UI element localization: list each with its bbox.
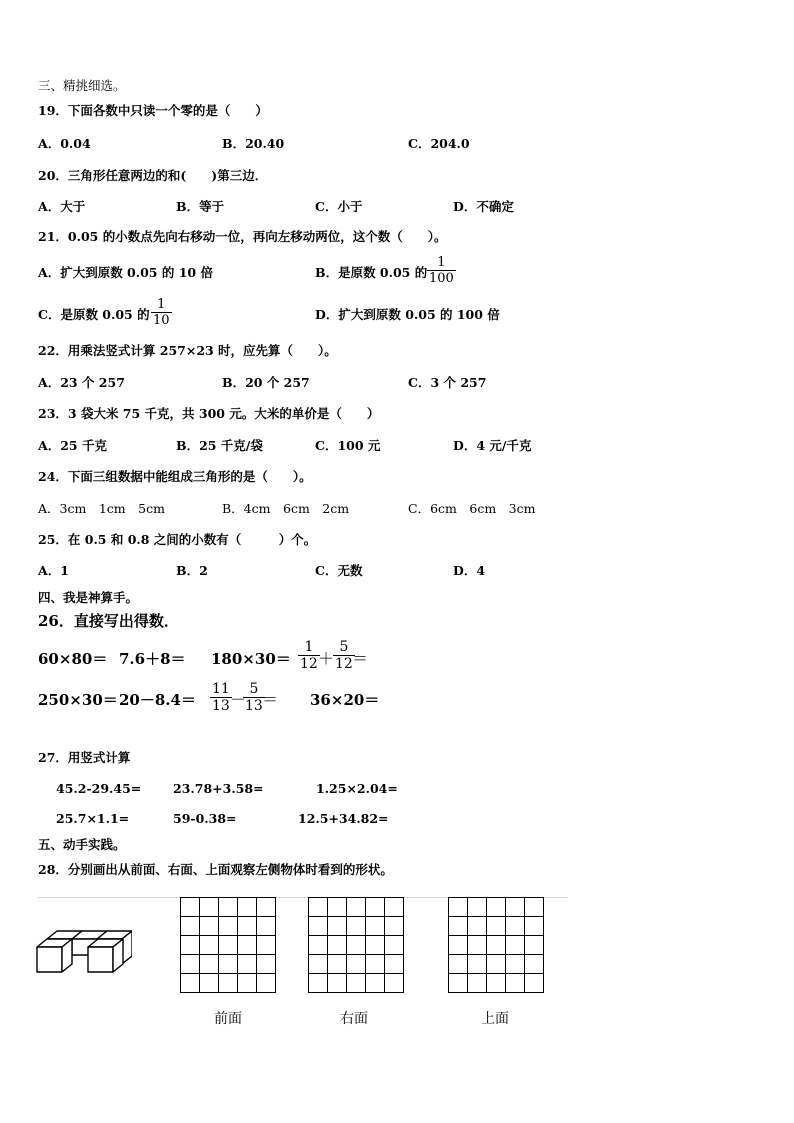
grid-cell[interactable] [257, 974, 276, 993]
grid-cell[interactable] [487, 917, 506, 936]
grid-cell[interactable] [468, 917, 487, 936]
grid-cell[interactable] [525, 974, 544, 993]
q22-option-c: C．3 个 257 [408, 375, 487, 390]
q21-option-b-fraction [427, 256, 456, 285]
q25-option-c: C．无数 [315, 563, 363, 578]
grid-cell[interactable] [347, 974, 366, 993]
grid-cell[interactable] [366, 898, 385, 917]
grid-cell[interactable] [181, 974, 200, 993]
grid-cell[interactable] [219, 917, 238, 936]
q20-option-a: A．大于 [38, 199, 86, 214]
q26-expr-7-equals: ＝ [262, 690, 279, 709]
grid-cell[interactable] [347, 955, 366, 974]
grid-cell[interactable] [385, 917, 404, 936]
grid-cell[interactable] [328, 936, 347, 955]
q21-option-c-fraction [151, 298, 172, 327]
grid-cell[interactable] [200, 917, 219, 936]
q23-option-b: B．25 千克/袋 [176, 438, 263, 453]
q26-expr-4-fraction-1 [298, 640, 320, 671]
grid-cell[interactable] [257, 955, 276, 974]
q26-expr-3: 180×30＝ [211, 650, 291, 668]
q23-stem: 23．3 袋大米 75 千克，共 300 元。大米的单价是（ ） [38, 406, 380, 421]
grid-cell[interactable] [328, 974, 347, 993]
q27-stem: 27．用竖式计算 [38, 750, 131, 765]
q27-expr-3: 1.25×2.04= [316, 781, 398, 796]
grid-cell[interactable] [309, 974, 328, 993]
q20-option-c: C．小于 [315, 199, 363, 214]
section-3-title: 三、精挑细选。 [38, 78, 126, 93]
q26-expr-7-operator: － [230, 690, 247, 709]
grid-cell[interactable] [181, 955, 200, 974]
grid-cell[interactable] [449, 974, 468, 993]
label-front: 前面 [214, 1011, 242, 1027]
cube-solid-figure [36, 930, 132, 982]
q25-option-a: A．1 [38, 563, 69, 578]
grid-top-view[interactable] [448, 897, 544, 993]
grid-cell[interactable] [468, 936, 487, 955]
q21-option-d: D．扩大到原数 0.05 的 100 倍 [315, 307, 500, 322]
grid-cell[interactable] [257, 898, 276, 917]
grid-cell[interactable] [385, 974, 404, 993]
grid-cell[interactable] [385, 898, 404, 917]
q27-expr-2: 23.78+3.58= [173, 781, 264, 796]
q27-expr-1: 45.2-29.45= [56, 781, 142, 796]
q22-stem: 22．用乘法竖式计算 257×23 时，应先算（ ）。 [38, 343, 337, 358]
grid-cell[interactable] [309, 936, 328, 955]
q26-e7-num2: 5 [249, 681, 259, 697]
q19-option-a: A．0.04 [38, 136, 91, 151]
q21-c-numerator: 1 [157, 297, 166, 312]
grid-cell[interactable] [347, 917, 366, 936]
q20-stem: 20．三角形任意两边的和( )第三边． [38, 168, 268, 183]
q26-expr-1: 60×80＝ [38, 650, 108, 668]
grid-cell[interactable] [347, 898, 366, 917]
grid-cell[interactable] [219, 898, 238, 917]
grid-cell[interactable] [238, 955, 257, 974]
grid-cell[interactable] [385, 936, 404, 955]
grid-cell[interactable] [506, 974, 525, 993]
q21-b-denominator: 100 [429, 271, 454, 286]
q27-expr-5: 59-0.38= [173, 811, 237, 826]
q27-expr-4: 25.7×1.1= [56, 811, 130, 826]
q25-option-d: D．4 [453, 563, 486, 578]
grid-cell[interactable] [525, 955, 544, 974]
q26-expr-7-fraction-1 [210, 682, 232, 713]
grid-cell[interactable] [257, 917, 276, 936]
q21-stem: 21．0.05 的小数点先向右移动一位，再向左移动两位，这个数（ ）。 [38, 229, 447, 244]
q19-option-c: C．204.0 [408, 136, 470, 151]
grid-front-view[interactable] [180, 897, 276, 993]
grid-cell[interactable] [219, 974, 238, 993]
grid-cell[interactable] [366, 917, 385, 936]
grid-cell[interactable] [309, 898, 328, 917]
grid-cell[interactable] [525, 917, 544, 936]
grid-cell[interactable] [328, 898, 347, 917]
q26-e7-num1: 11 [212, 681, 230, 697]
q21-option-b: B．是原数 0.05 的 [315, 265, 428, 280]
q26-e4-num2: 5 [339, 639, 349, 655]
q26-expr-8: 36×20＝ [310, 691, 380, 709]
q20-option-b: B．等于 [176, 199, 225, 214]
q28-stem: 28．分别画出从前面、右面、上面观察左侧物体时看到的形状。 [38, 862, 393, 877]
grid-cell[interactable] [200, 898, 219, 917]
grid-cell[interactable] [366, 955, 385, 974]
q20-option-d: D．不确定 [453, 199, 514, 214]
q22-option-a: A．23 个 257 [38, 375, 125, 390]
q24-stem: 24．下面三组数据中能组成三角形的是（ ）。 [38, 469, 312, 484]
q26-expr-6: 20－8.4＝ [119, 691, 196, 709]
q19-stem: 19．下面各数中只读一个零的是（ ） [38, 103, 268, 118]
label-top: 上面 [481, 1011, 509, 1027]
q26-e7-den2: 13 [245, 698, 263, 714]
grid-cell[interactable] [525, 898, 544, 917]
q27-expr-6: 12.5+34.82= [298, 811, 389, 826]
grid-cell[interactable] [238, 936, 257, 955]
grid-cell[interactable] [449, 955, 468, 974]
grid-cell[interactable] [449, 917, 468, 936]
grid-cell[interactable] [181, 898, 200, 917]
grid-cell[interactable] [347, 936, 366, 955]
section-5-title: 五、动手实践。 [38, 837, 126, 852]
grid-cell[interactable] [506, 898, 525, 917]
grid-cell[interactable] [200, 936, 219, 955]
q21-option-a: A．扩大到原数 0.05 的 10 倍 [38, 265, 213, 280]
grid-cell[interactable] [487, 955, 506, 974]
q26-e4-den1: 12 [300, 656, 318, 672]
q23-option-c: C．100 元 [315, 438, 381, 453]
q26-expr-4-operator: ＋ [318, 649, 335, 668]
grid-cell[interactable] [506, 955, 525, 974]
grid-cell[interactable] [219, 936, 238, 955]
grid-right-view[interactable] [308, 897, 404, 993]
q19-option-b: B．20.40 [222, 136, 285, 151]
grid-cell[interactable] [506, 917, 525, 936]
grid-cell[interactable] [487, 936, 506, 955]
q24-option-a: A．3cm 1cm 5cm [38, 501, 165, 516]
q26-e7-den1: 13 [212, 698, 230, 714]
grid-cell[interactable] [181, 936, 200, 955]
grid-cell[interactable] [257, 936, 276, 955]
grid-cell[interactable] [309, 955, 328, 974]
label-right: 右面 [340, 1011, 368, 1027]
q21-option-c: C．是原数 0.05 的 [38, 307, 150, 322]
grid-cell[interactable] [181, 917, 200, 936]
grid-cell[interactable] [487, 974, 506, 993]
grid-cell[interactable] [449, 898, 468, 917]
q26-e4-den2: 12 [335, 656, 353, 672]
grid-cell[interactable] [468, 898, 487, 917]
grid-cell[interactable] [506, 936, 525, 955]
q25-stem: 25．在 0.5 和 0.8 之间的小数有（ ）个。 [38, 532, 317, 547]
q24-option-c: C．6cm 6cm 3cm [408, 501, 536, 516]
grid-cell[interactable] [366, 974, 385, 993]
q21-b-numerator: 1 [437, 255, 446, 270]
section-4-title: 四、我是神算手。 [38, 590, 139, 605]
grid-cell[interactable] [366, 936, 385, 955]
grid-cell[interactable] [200, 974, 219, 993]
grid-cell[interactable] [238, 917, 257, 936]
q23-option-d: D．4 元/千克 [453, 438, 532, 453]
q26-expr-2: 7.6＋8＝ [119, 650, 186, 668]
q25-option-b: B．2 [176, 563, 208, 578]
grid-cell[interactable] [468, 974, 487, 993]
grid-cell[interactable] [328, 917, 347, 936]
grid-cell[interactable] [487, 898, 506, 917]
q26-expr-5: 250×30＝ [38, 691, 118, 709]
grid-cell[interactable] [309, 917, 328, 936]
grid-cell[interactable] [468, 955, 487, 974]
q23-option-a: A．25 千克 [38, 438, 107, 453]
grid-cell[interactable] [449, 936, 468, 955]
q26-e4-num1: 1 [304, 639, 314, 655]
grid-cell[interactable] [328, 955, 347, 974]
grid-cell[interactable] [200, 955, 219, 974]
grid-cell[interactable] [525, 936, 544, 955]
grid-cell[interactable] [238, 974, 257, 993]
grid-cell[interactable] [385, 955, 404, 974]
grid-cell[interactable] [238, 898, 257, 917]
q21-c-denominator: 10 [153, 313, 170, 328]
q22-option-b: B．20 个 257 [222, 375, 310, 390]
q26-expr-4-equals: ＝ [352, 649, 369, 668]
q24-option-b: B．4cm 6cm 2cm [222, 501, 350, 516]
grid-cell[interactable] [219, 955, 238, 974]
q26-stem: 26．直接写出得数． [38, 612, 179, 630]
